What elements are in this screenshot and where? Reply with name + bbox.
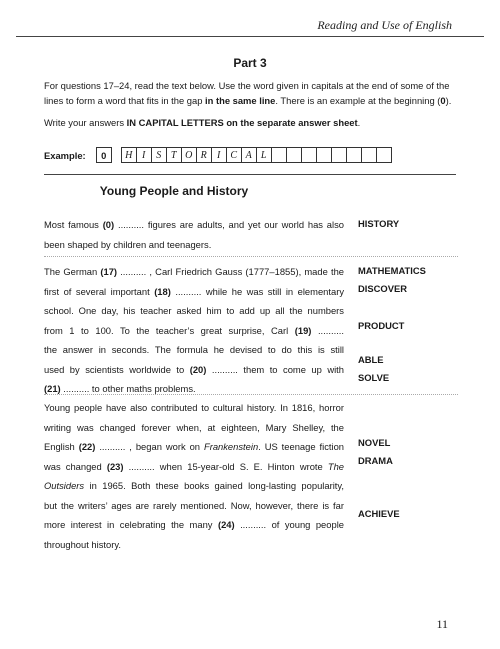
instructions-paragraph-1 xyxy=(44,78,458,108)
keyword-novel: NOVEL xyxy=(358,437,391,448)
example-letter-cell: C xyxy=(226,147,242,163)
example-letter-cell xyxy=(316,147,332,163)
text-line: writing was changed forever when, at eighteen, Mary Shelley, the xyxy=(44,421,344,433)
text-line: English (22) .......... , began work on Frankenstein. US teenage fiction xyxy=(44,441,345,452)
keyword-solve: SOLVE xyxy=(358,372,390,383)
instructions-text: For questions 17–24, read the text below. Use the word given in capitals at the end of some of the lines to form a word that fits in the gap xyxy=(44,80,450,106)
text-line: throughout history. xyxy=(44,538,121,550)
instructions-emphasis: in the same line xyxy=(205,95,276,106)
text-line: The German (17) .......... , Carl Friedrich Gauss (1777–1855), made the xyxy=(44,266,345,277)
instructions-text: . There is an example at the beginning ( xyxy=(275,95,441,106)
text-line: from 1 to 100. To the teacher’s great surprise, Carl (19) .......... xyxy=(44,324,344,336)
paragraph-1 xyxy=(44,215,344,254)
paragraph-2 xyxy=(44,262,344,399)
example-letter-cell: I xyxy=(136,147,152,163)
page-number: 11 xyxy=(436,617,448,631)
example-letter-cell: R xyxy=(196,147,212,163)
example-letter-cell xyxy=(331,147,347,163)
example-number-box: 0 xyxy=(96,147,112,163)
text-title: Young People and History xyxy=(99,184,249,198)
example-letter-cell: L xyxy=(256,147,272,163)
example-answer-grid xyxy=(122,147,392,163)
example-row xyxy=(44,146,392,164)
text-line: (21) .......... to other maths problems. xyxy=(44,383,196,394)
keyword-achieve: ACHIEVE xyxy=(358,508,400,519)
text-line: the answer in seconds. The formula he devised to do this is still xyxy=(44,344,344,355)
keyword-able: ABLE xyxy=(358,354,384,365)
instructions-text: ). xyxy=(445,95,452,106)
keyword-drama: DRAMA xyxy=(358,455,393,466)
text-line: Most famous (0) .......... figures are adults, and yet our world has also xyxy=(44,219,344,230)
instructions-text: Write your answers xyxy=(44,117,127,128)
text-line: Young people have also contributed to cultural history. In 1816, horror xyxy=(44,402,344,413)
keyword-product: PRODUCT xyxy=(358,320,405,331)
text-line: Outsiders in 1965. Both these books gained long-lasting popularity, xyxy=(44,480,344,491)
example-letter-cell xyxy=(271,147,287,163)
instructions-text: . xyxy=(357,117,361,128)
example-letter-cell xyxy=(301,147,317,163)
paragraph-3 xyxy=(44,398,344,554)
text-line: school. One day, his teacher asked him to add up all the numbers xyxy=(44,305,344,316)
keyword-history: HISTORY xyxy=(358,218,400,229)
example-letter-cell xyxy=(346,147,362,163)
example-letter-cell: H xyxy=(121,147,137,163)
example-letter-cell: O xyxy=(181,147,197,163)
keyword-mathematics: MATHEMATICS xyxy=(358,265,426,276)
keyword-discover: DISCOVER xyxy=(358,283,407,294)
example-letter-cell: S xyxy=(151,147,167,163)
text-line: been shaped by children and teenagers. xyxy=(44,238,212,250)
example-letter-cell: T xyxy=(166,147,182,163)
example-letter-cell: I xyxy=(211,147,227,163)
section-rule xyxy=(44,174,456,175)
running-header: Reading and Use of English xyxy=(317,18,452,32)
text-line: but the writers’ ages are rarely mentioned. Now, however, there is far xyxy=(44,499,344,511)
instructions-paragraph-2 xyxy=(44,115,458,130)
instructions-emphasis: 0 xyxy=(440,95,446,106)
text-line: first of several important (18) .......... while he was still in elementary xyxy=(44,285,345,297)
part-title: Part 3 xyxy=(233,56,267,70)
example-letter-cell xyxy=(361,147,377,163)
example-letter-cell xyxy=(376,147,392,163)
example-letter-cell: A xyxy=(241,147,257,163)
text-line: was changed (23) .......... when 15-year-old S. E. Hinton wrote The xyxy=(44,460,344,472)
text-line: used by scientists worldwide to (20) .......... them to come up with xyxy=(44,363,344,375)
paragraph-separator xyxy=(44,256,458,257)
instructions-emphasis: IN CAPITAL LETTERS on the separate answer sheet xyxy=(126,117,358,128)
paragraph-separator xyxy=(44,394,458,395)
example-label: Example: xyxy=(44,149,86,161)
text-line: more interest in celebrating the many (24) .......... of young people xyxy=(44,519,344,530)
example-letter-cell xyxy=(286,147,302,163)
header-rule xyxy=(16,36,484,37)
